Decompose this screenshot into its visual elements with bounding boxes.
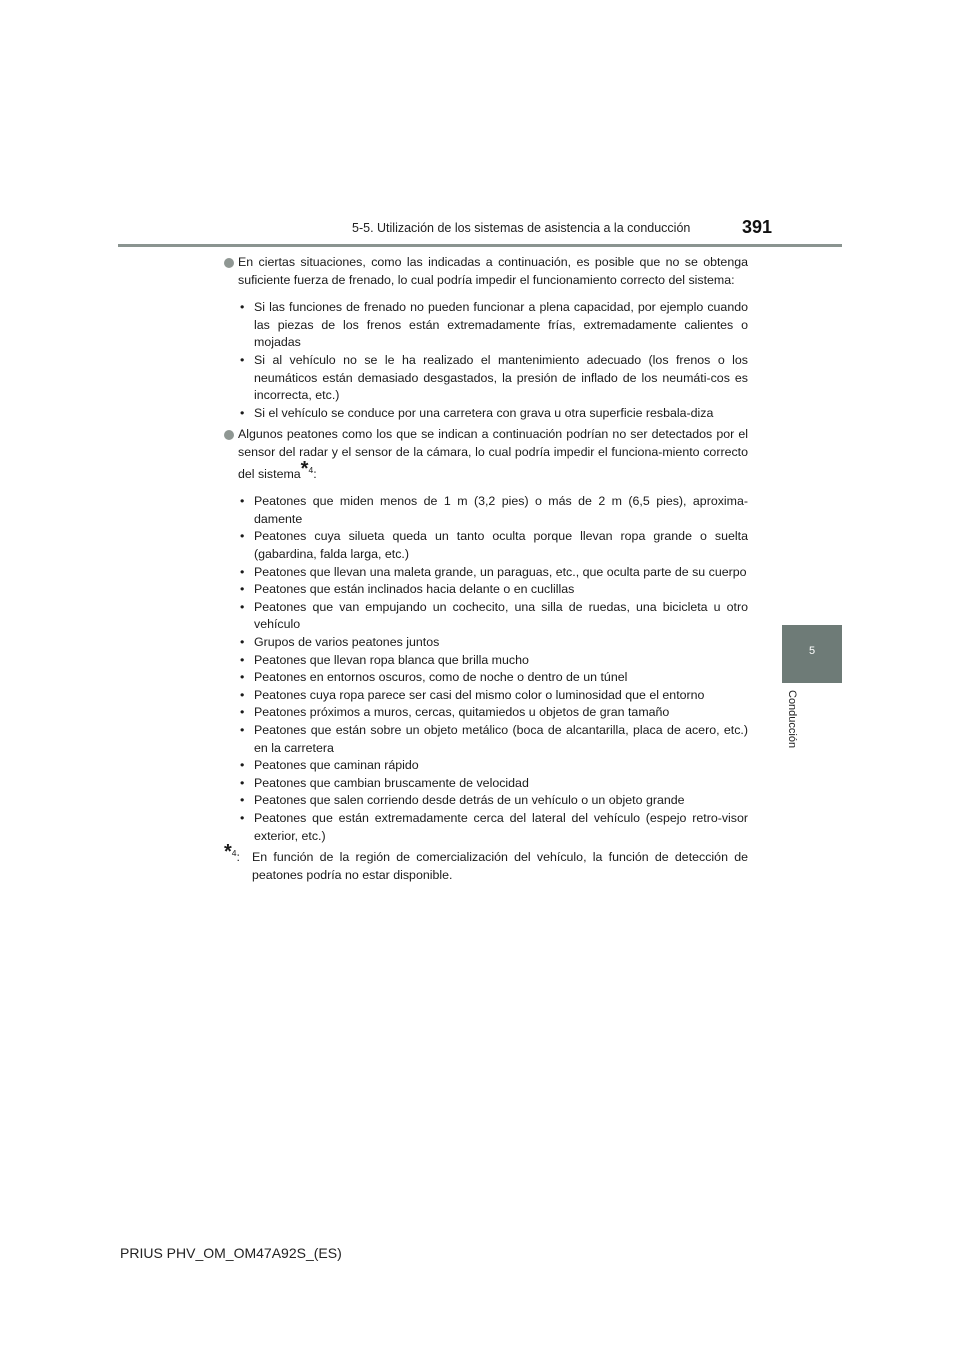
bullet-dot-icon: [224, 430, 234, 440]
footnote-ref-number: 4: [308, 464, 314, 475]
braking-conditions-list: [224, 299, 748, 422]
footnote-star: *: [224, 841, 232, 864]
list-item: • Peatones que van empujando un cochecito, una silla de ruedas, una bicicleta u otro vehículo: [238, 599, 748, 634]
footnote-number: 4: [231, 848, 237, 859]
list-item: • Peatones que cambian bruscamente de velocidad: [238, 775, 748, 793]
list-item: • Peatones que están extremadamente cerca del lateral del vehículo (espejo retro-visor exterior, etc.): [238, 810, 748, 845]
list-item: • Grupos de varios peatones juntos: [238, 634, 748, 652]
paragraph-pedestrians: [224, 426, 748, 483]
chapter-number: 5: [808, 645, 816, 657]
footnote-text: En función de la región de comercialización del vehículo, la función de detección de peatones podría no estar disponible.: [252, 850, 748, 882]
paragraph-text: Algunos peatones como los que se indican a continuación podrían no ser detectados por el sensor del radar y el sensor de la cámara, lo cual podría impedir el funciona-miento correcto del sistema: [238, 427, 748, 481]
list-item: • Peatones cuya silueta queda un tanto oculta porque llevan ropa grande o suelta (gabardina, falda larga, etc.): [238, 528, 748, 563]
chapter-label-text: Conducción: [786, 690, 798, 749]
header-divider: [118, 244, 842, 247]
chapter-label: [786, 690, 806, 770]
section-title: 5-5. Utilización de los sistemas de asistencia a la conducción: [352, 221, 691, 235]
list-item: • Peatones próximos a muros, cercas, quitamiedos u objetos de gran tamaño: [238, 704, 748, 722]
list-item: • Peatones que están sobre un objeto metálico (boca de alcantarilla, placa de acero, etc.) en la carretera: [238, 722, 748, 757]
footnote-mark: [224, 841, 240, 867]
footnote-colon: :: [236, 850, 240, 865]
footnote-star: *: [300, 457, 309, 480]
list-item: • Peatones que están inclinados hacia delante o en cuclillas: [238, 581, 748, 599]
list-item: • Si el vehículo se conduce por una carretera con grava u otra superficie resbala-diza: [238, 405, 748, 423]
list-item: • Peatones que miden menos de 1 m (3,2 pies) o más de 2 m (6,5 pies), aproxima-damente: [238, 493, 748, 528]
list-item: • Peatones que caminan rápido: [238, 757, 748, 775]
list-item: • Peatones que llevan una maleta grande, un paraguas, etc., que oculta parte de su cuerpo: [238, 564, 748, 582]
list-item: • Si las funciones de frenado no pueden funcionar a plena capacidad, por ejemplo cuando las piezas de los frenos están extremadamente frías, extremadamente calientes o mojadas: [238, 299, 748, 352]
list-item: • Peatones en entornos oscuros, como de noche o dentro de un túnel: [238, 669, 748, 687]
list-item: • Peatones cuya ropa parece ser casi del mismo color o luminosidad que el entorno: [238, 687, 748, 705]
bullet-dot-icon: [224, 258, 234, 268]
list-item: • Peatones que llevan ropa blanca que brilla mucho: [238, 652, 748, 670]
document-code: PRIUS PHV_OM_OM47A92S_(ES): [120, 1245, 342, 1261]
chapter-tab[interactable]: [782, 625, 842, 683]
page-number: 391: [742, 217, 773, 237]
paragraph-braking: [224, 254, 748, 289]
list-item: • Peatones que salen corriendo desde detrás de un vehículo o un objeto grande: [238, 792, 748, 810]
footnote: [224, 841, 748, 884]
main-content: [224, 254, 748, 884]
paragraph-suffix: :: [313, 466, 317, 481]
pedestrian-conditions-list: [224, 493, 748, 845]
list-item: • Si al vehículo no se le ha realizado el mantenimiento adecuado (los frenos o los neumáticos están demasiado desgastados, la presión de inflado de los neumáti-cos es incorrecta, etc.): [238, 352, 748, 405]
paragraph-text: En ciertas situaciones, como las indicadas a continuación, es posible que no se obtenga suficiente fuerza de frenado, lo cual podría impedir el funcionamiento correcto del sistema:: [238, 255, 748, 287]
